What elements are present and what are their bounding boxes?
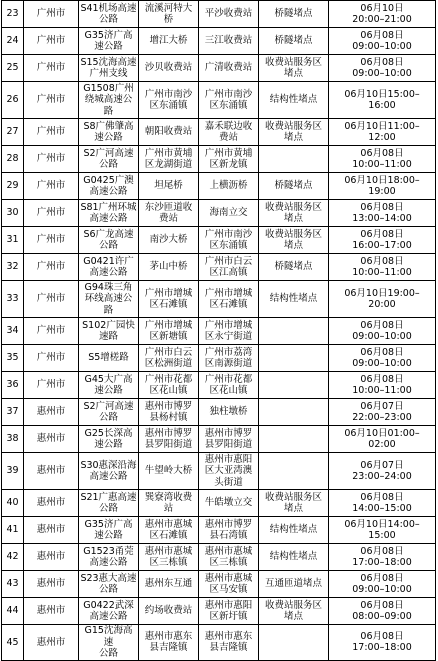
- time-cell: 06月10日18:00– 19:00: [329, 173, 436, 200]
- time-cell: 06月08日 09:00–10:00: [329, 55, 436, 82]
- table-row: [2, 119, 436, 146]
- end-point-cell: 惠州市惠阳 区新圩镇: [199, 598, 259, 625]
- table-row: [2, 426, 436, 453]
- start-point-cell: 坦尾桥: [139, 173, 199, 200]
- end-point-cell: 广州市南沙 区东涌镇: [199, 227, 259, 254]
- row-number: 39: [2, 453, 24, 490]
- table-row: [2, 517, 436, 544]
- start-point-cell: 惠州东互通: [139, 571, 199, 598]
- end-point-cell: 惠州市惠东 县吉隆镇: [199, 625, 259, 661]
- time-cell: 06月08日 16:00–17:00: [329, 227, 436, 254]
- congestion-table-container: [1, 0, 436, 661]
- row-number: 38: [2, 426, 24, 453]
- end-point-cell: 广州市增城 区石滩镇: [199, 281, 259, 318]
- table-row: [2, 345, 436, 372]
- type-cell: [259, 318, 329, 345]
- city-cell: 惠州市: [24, 490, 79, 517]
- end-point-cell: 惠州市惠阳 区大亚湾澳 头街道: [199, 453, 259, 490]
- city-cell: 广州市: [24, 281, 79, 318]
- table-row: [2, 399, 436, 426]
- time-cell: 06月08日 09:00–10:00: [329, 28, 436, 55]
- end-point-cell: 独柱墩桥: [199, 399, 259, 426]
- start-point-cell: 南沙大桥: [139, 227, 199, 254]
- road-cell: S2广河高速 公路: [79, 146, 139, 173]
- time-cell: 06月10日01:00– 02:00: [329, 426, 436, 453]
- row-number: 36: [2, 372, 24, 399]
- row-number: 37: [2, 399, 24, 426]
- road-cell: S21广惠高速 公路: [79, 490, 139, 517]
- start-point-cell: 惠州市博罗 县杨村镇: [139, 399, 199, 426]
- start-point-cell: 牛望岭大桥: [139, 453, 199, 490]
- table-row: [2, 281, 436, 318]
- city-cell: 广州市: [24, 227, 79, 254]
- city-cell: 广州市: [24, 28, 79, 55]
- end-point-cell: 惠州市惠城 区马安镇: [199, 571, 259, 598]
- type-cell: [259, 426, 329, 453]
- end-point-cell: 广州市花都 区花山镇: [199, 372, 259, 399]
- table-body: [2, 1, 436, 661]
- row-number: 43: [2, 571, 24, 598]
- row-number: 30: [2, 200, 24, 227]
- type-cell: 结构性堵点: [259, 281, 329, 318]
- end-point-cell: 广州市黄埔 区新龙镇: [199, 146, 259, 173]
- table-row: [2, 598, 436, 625]
- type-cell: 互通匝道堵点: [259, 571, 329, 598]
- road-cell: S30惠深沿海 高速公路: [79, 453, 139, 490]
- congestion-points-table: [1, 0, 436, 661]
- city-cell: 广州市: [24, 345, 79, 372]
- start-point-cell: 巽寮湾收费 站: [139, 490, 199, 517]
- row-number: 42: [2, 544, 24, 571]
- end-point-cell: 广州市荔湾 区南源街道: [199, 345, 259, 372]
- city-cell: 惠州市: [24, 453, 79, 490]
- time-cell: 06月08日 09:00–10:00: [329, 571, 436, 598]
- start-point-cell: 惠州市惠东 县吉隆镇: [139, 625, 199, 661]
- type-cell: 收费站服务区 堵点: [259, 200, 329, 227]
- road-cell: S6广龙高速 公路: [79, 227, 139, 254]
- city-cell: 广州市: [24, 318, 79, 345]
- table-row: [2, 200, 436, 227]
- type-cell: 收费站服务区 堵点: [259, 490, 329, 517]
- start-point-cell: 广州市南沙 区东涌镇: [139, 82, 199, 119]
- time-cell: 06月07日 22:00–23:00: [329, 399, 436, 426]
- type-cell: 收费站服务区 堵点: [259, 55, 329, 82]
- table-row: [2, 1, 436, 28]
- time-cell: 06月10日15:00– 16:00: [329, 82, 436, 119]
- end-point-cell: 广州市增城 区永宁街道: [199, 318, 259, 345]
- type-cell: [259, 625, 329, 661]
- type-cell: 结构性堵点: [259, 544, 329, 571]
- start-point-cell: 惠州市惠城 区石滩镇: [139, 517, 199, 544]
- row-number: 26: [2, 82, 24, 119]
- road-cell: S15沈海高速 广州支线: [79, 55, 139, 82]
- end-point-cell: 惠州市惠城 区三栋镇: [199, 544, 259, 571]
- city-cell: 惠州市: [24, 598, 79, 625]
- table-row: [2, 625, 436, 661]
- table-row: [2, 571, 436, 598]
- type-cell: 桥隧堵点: [259, 28, 329, 55]
- city-cell: 广州市: [24, 372, 79, 399]
- road-cell: G35济广高 速公路: [79, 517, 139, 544]
- row-number: 24: [2, 28, 24, 55]
- city-cell: 惠州市: [24, 544, 79, 571]
- start-point-cell: 约场收费站: [139, 598, 199, 625]
- start-point-cell: 东沙匝道收 费站: [139, 200, 199, 227]
- city-cell: 惠州市: [24, 517, 79, 544]
- row-number: 32: [2, 254, 24, 281]
- type-cell: [259, 399, 329, 426]
- end-point-cell: 广州市白云 区江高镇: [199, 254, 259, 281]
- table-row: [2, 254, 436, 281]
- road-cell: G15沈海高速 公路: [79, 625, 139, 661]
- type-cell: [259, 146, 329, 173]
- type-cell: 桥隧堵点: [259, 1, 329, 28]
- city-cell: 广州市: [24, 1, 79, 28]
- time-cell: 06月08日 10:00–11:00: [329, 254, 436, 281]
- end-point-cell: 平沙收费站: [199, 1, 259, 28]
- time-cell: 06月08日 17:00–18:00: [329, 625, 436, 661]
- table-row: [2, 28, 436, 55]
- start-point-cell: 广州市增城 区新塘镇: [139, 318, 199, 345]
- road-cell: G45大广高 速公路: [79, 372, 139, 399]
- start-point-cell: 朝阳收费站: [139, 119, 199, 146]
- start-point-cell: 增江大桥: [139, 28, 199, 55]
- end-point-cell: 牛皓墩立交: [199, 490, 259, 517]
- road-cell: G0425广澳 高速公路: [79, 173, 139, 200]
- start-point-cell: 沙贝收费站: [139, 55, 199, 82]
- city-cell: 广州市: [24, 146, 79, 173]
- city-cell: 惠州市: [24, 625, 79, 661]
- road-cell: S23惠大高速 公路: [79, 571, 139, 598]
- city-cell: 广州市: [24, 55, 79, 82]
- row-number: 41: [2, 517, 24, 544]
- row-number: 40: [2, 490, 24, 517]
- city-cell: 广州市: [24, 254, 79, 281]
- time-cell: 06月08日 10:00–11:00: [329, 372, 436, 399]
- start-point-cell: 广州市增城 区石滩镇: [139, 281, 199, 318]
- row-number: 28: [2, 146, 24, 173]
- table-row: [2, 318, 436, 345]
- road-cell: G0421许广 高速公路: [79, 254, 139, 281]
- type-cell: 收费站服务区 堵点: [259, 119, 329, 146]
- end-point-cell: 三江收费站: [199, 28, 259, 55]
- type-cell: 结构性堵点: [259, 82, 329, 119]
- city-cell: 惠州市: [24, 399, 79, 426]
- time-cell: 06月08日 17:00–18:00: [329, 544, 436, 571]
- start-point-cell: 广州市黄埔 区龙湖街道: [139, 146, 199, 173]
- table-row: [2, 82, 436, 119]
- end-point-cell: 广州市南沙 区东涌镇: [199, 82, 259, 119]
- road-cell: S41机场高速 公路: [79, 1, 139, 28]
- road-cell: G35济广高 速公路: [79, 28, 139, 55]
- time-cell: 06月08日 13:00–14:00: [329, 200, 436, 227]
- road-cell: S2广河高速 公路: [79, 399, 139, 426]
- table-row: [2, 173, 436, 200]
- start-point-cell: 惠州市惠城 区三栋镇: [139, 544, 199, 571]
- city-cell: 广州市: [24, 173, 79, 200]
- start-point-cell: 惠州市博罗 县罗阳街道: [139, 426, 199, 453]
- end-point-cell: 上横沥桥: [199, 173, 259, 200]
- city-cell: 广州市: [24, 200, 79, 227]
- type-cell: 桥隧堵点: [259, 173, 329, 200]
- end-point-cell: 嘉禾联边收 费站: [199, 119, 259, 146]
- time-cell: 06月08日 09:00–10:00: [329, 318, 436, 345]
- city-cell: 惠州市: [24, 426, 79, 453]
- start-point-cell: 广州市白云 区松洲街道: [139, 345, 199, 372]
- row-number: 35: [2, 345, 24, 372]
- end-point-cell: 惠州市博罗 县罗阳街道: [199, 426, 259, 453]
- type-cell: [259, 453, 329, 490]
- end-point-cell: 海南立交: [199, 200, 259, 227]
- row-number: 25: [2, 55, 24, 82]
- city-cell: 广州市: [24, 119, 79, 146]
- row-number: 33: [2, 281, 24, 318]
- time-cell: 06月08日 10:00–11:00: [329, 146, 436, 173]
- road-cell: S102广园快 速路: [79, 318, 139, 345]
- time-cell: 06月07日 23:00–24:00: [329, 453, 436, 490]
- table-row: [2, 544, 436, 571]
- time-cell: 06月10日19:00– 20:00: [329, 281, 436, 318]
- time-cell: 06月10日14:00– 15:00: [329, 517, 436, 544]
- time-cell: 06月08日 09:00–10:00: [329, 345, 436, 372]
- road-cell: S5增槎路: [79, 345, 139, 372]
- row-number: 27: [2, 119, 24, 146]
- start-point-cell: 茅山中桥: [139, 254, 199, 281]
- type-cell: 收费站服务区 堵点: [259, 227, 329, 254]
- table-row: [2, 453, 436, 490]
- city-cell: 惠州市: [24, 571, 79, 598]
- row-number: 45: [2, 625, 24, 661]
- row-number: 29: [2, 173, 24, 200]
- table-row: [2, 146, 436, 173]
- row-number: 34: [2, 318, 24, 345]
- road-cell: S81广州环城 高速公路: [79, 200, 139, 227]
- table-row: [2, 490, 436, 517]
- table-row: [2, 55, 436, 82]
- end-point-cell: 广清收费站: [199, 55, 259, 82]
- road-cell: G1523甬莞 高速公路: [79, 544, 139, 571]
- end-point-cell: 惠州市博罗 县石湾镇: [199, 517, 259, 544]
- time-cell: 06月08日 14:00–15:00: [329, 490, 436, 517]
- row-number: 44: [2, 598, 24, 625]
- road-cell: G1508广州 绕城高速公 路: [79, 82, 139, 119]
- time-cell: 06月10日11:00– 12:00: [329, 119, 436, 146]
- table-row: [2, 372, 436, 399]
- row-number: 31: [2, 227, 24, 254]
- type-cell: 桥隧堵点: [259, 254, 329, 281]
- row-number: 23: [2, 1, 24, 28]
- time-cell: 06月08日 08:00–09:00: [329, 598, 436, 625]
- start-point-cell: 广州市花都 区花山镇: [139, 372, 199, 399]
- type-cell: 收费站服务区 堵点: [259, 598, 329, 625]
- road-cell: S8广佛肇高 速公路: [79, 119, 139, 146]
- start-point-cell: 流溪河特大 桥: [139, 1, 199, 28]
- road-cell: G0422武深 高速公路: [79, 598, 139, 625]
- city-cell: 广州市: [24, 82, 79, 119]
- type-cell: 结构性堵点: [259, 517, 329, 544]
- type-cell: [259, 345, 329, 372]
- type-cell: [259, 372, 329, 399]
- time-cell: 06月10日 20:00–21:00: [329, 1, 436, 28]
- table-row: [2, 227, 436, 254]
- road-cell: G94珠三角 环线高速公 路: [79, 281, 139, 318]
- road-cell: G25长深高 速公路: [79, 426, 139, 453]
